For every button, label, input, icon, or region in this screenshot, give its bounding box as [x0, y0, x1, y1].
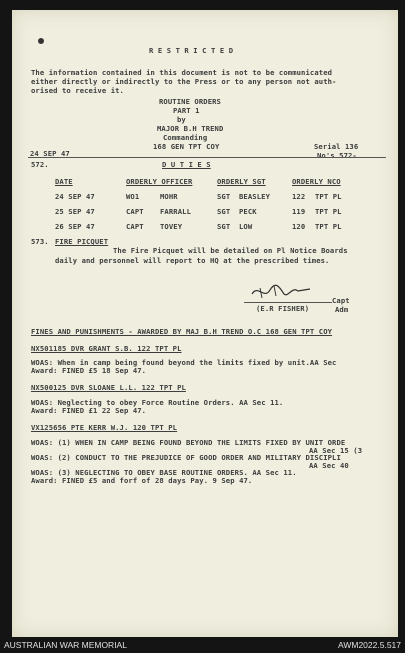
fine-entry-line: Award: FINED £5 and forf of 28 days Pay. 9 Sep 47. [31, 476, 253, 485]
fire-picquet-line-1: The Fire Picquet will be detailed on Pl Notice Boards [113, 246, 348, 255]
fine-entry-line: WOAS: (1) WHEN IN CAMP BEING FOUND BEYOND THE LIMITS FIXED BY UNIT ORDE [31, 438, 346, 447]
duty-sgt-rank: SGT [217, 207, 231, 216]
order-numbers: No's 572- [317, 151, 357, 160]
signature-name: (E.R FISHER) [256, 304, 310, 313]
footer-accession: AWM2022.5.517 [338, 640, 401, 650]
orders-title: ROUTINE ORDERS [159, 97, 221, 106]
footer-bar [0, 637, 405, 653]
duty-sgt-name: PECK [239, 207, 257, 216]
notice-line-2: either directly or indirectly to the Press or to any person not auth- [31, 77, 337, 86]
signature-rank: Capt [332, 296, 350, 305]
duty-officer-rank: WO1 [126, 192, 140, 201]
duty-nco-number: 122 [292, 192, 306, 201]
fine-entry-name: NX501185 DVR GRANT S.B. 122 TPT PL [31, 344, 182, 353]
duty-nco-number: 120 [292, 222, 306, 231]
orders-by: by [177, 115, 186, 124]
duty-sgt-name: LOW [239, 222, 253, 231]
duty-nco-platoon: TPT PL [315, 207, 342, 216]
duty-officer-rank: CAPT [126, 222, 144, 231]
duty-officer-rank: CAPT [126, 207, 144, 216]
fine-entry-line: WOAS: (2) CONDUCT TO THE PREJUDICE OF GOOD ORDER AND MILITARY DISCIPLI [31, 453, 341, 462]
duties-col-officer: ORDERLY OFFICER [126, 177, 193, 186]
document-sheet [12, 10, 398, 637]
duties-col-sgt: ORDERLY SGT [217, 177, 266, 186]
fine-entry-line: Award: FINED £1 22 Sep 47. [31, 406, 147, 415]
fire-picquet-number: 573. [31, 237, 49, 246]
fire-picquet-title: FIRE PICQUET [55, 237, 109, 246]
duties-col-date: DATE [55, 177, 73, 186]
fine-entry-line: WOAS: Neglecting to obey Force Routine Orders. AA Sec 11. [31, 398, 284, 407]
duty-sgt-rank: SGT [217, 192, 231, 201]
duty-officer-name: FARRALL [160, 207, 191, 216]
duty-date: 26 SEP 47 [55, 222, 95, 231]
fine-entry-line: AA Sec 40 [309, 461, 349, 470]
fine-entry-name: NX500125 DVR SLOANE L.L. 122 TPT PL [31, 383, 186, 392]
duties-col-nco: ORDERLY NCO [292, 177, 341, 186]
fines-title: FINES AND PUNISHMENTS - AWARDED BY MAJ B.H TREND O.C 168 GEN TPT COY [31, 327, 333, 336]
duty-date: 24 SEP 47 [55, 192, 95, 201]
duty-officer-name: MOHR [160, 192, 178, 201]
notice-line-3: orised to receive it. [31, 86, 124, 95]
restricted-heading: R E S T R I C T E D [149, 46, 234, 55]
duty-sgt-name: BEASLEY [239, 192, 270, 201]
orders-commanding: Commanding [163, 133, 208, 142]
signature-role: Adm [335, 305, 349, 314]
signature-scrawl [248, 280, 318, 302]
punch-hole [38, 38, 44, 44]
orders-major: MAJOR B.H TREND [157, 124, 224, 133]
duty-nco-platoon: TPT PL [315, 192, 342, 201]
duties-number: 572. [31, 160, 49, 169]
orders-date: 24 SEP 47 [30, 149, 70, 158]
duty-officer-name: TOVEY [160, 222, 183, 231]
serial-number: Serial 136 [314, 142, 359, 151]
footer-source: AUSTRALIAN WAR MEMORIAL [4, 640, 127, 650]
divider-line [28, 157, 386, 158]
signature-line [244, 302, 332, 303]
fine-entry-line: Award: FINED £5 18 Sep 47. [31, 366, 147, 375]
fine-entry-name: VX125656 PTE KERR W.J. 120 TPT PL [31, 423, 178, 432]
duty-sgt-rank: SGT [217, 222, 231, 231]
notice-line-1: The information contained in this document is not to be communicated [31, 68, 333, 77]
fine-entry-line: WOAS: When in camp being found beyond the limits fixed by unit.AA Sec [31, 358, 337, 367]
fine-entry-line: AA Sec 15 (3 [309, 446, 363, 455]
orders-unit: 168 GEN TPT COY [153, 142, 220, 151]
orders-part: PART 1 [173, 106, 200, 115]
duty-nco-platoon: TPT PL [315, 222, 342, 231]
fine-entry-line: WOAS: (3) NEGLECTING TO OBEY BASE ROUTINE ORDERS. AA Sec 11. [31, 468, 297, 477]
duty-nco-number: 119 [292, 207, 306, 216]
fire-picquet-line-2: daily and personnel will report to HQ at the prescribed times. [55, 256, 330, 265]
duties-title: D U T I E S [162, 160, 211, 169]
duty-date: 25 SEP 47 [55, 207, 95, 216]
